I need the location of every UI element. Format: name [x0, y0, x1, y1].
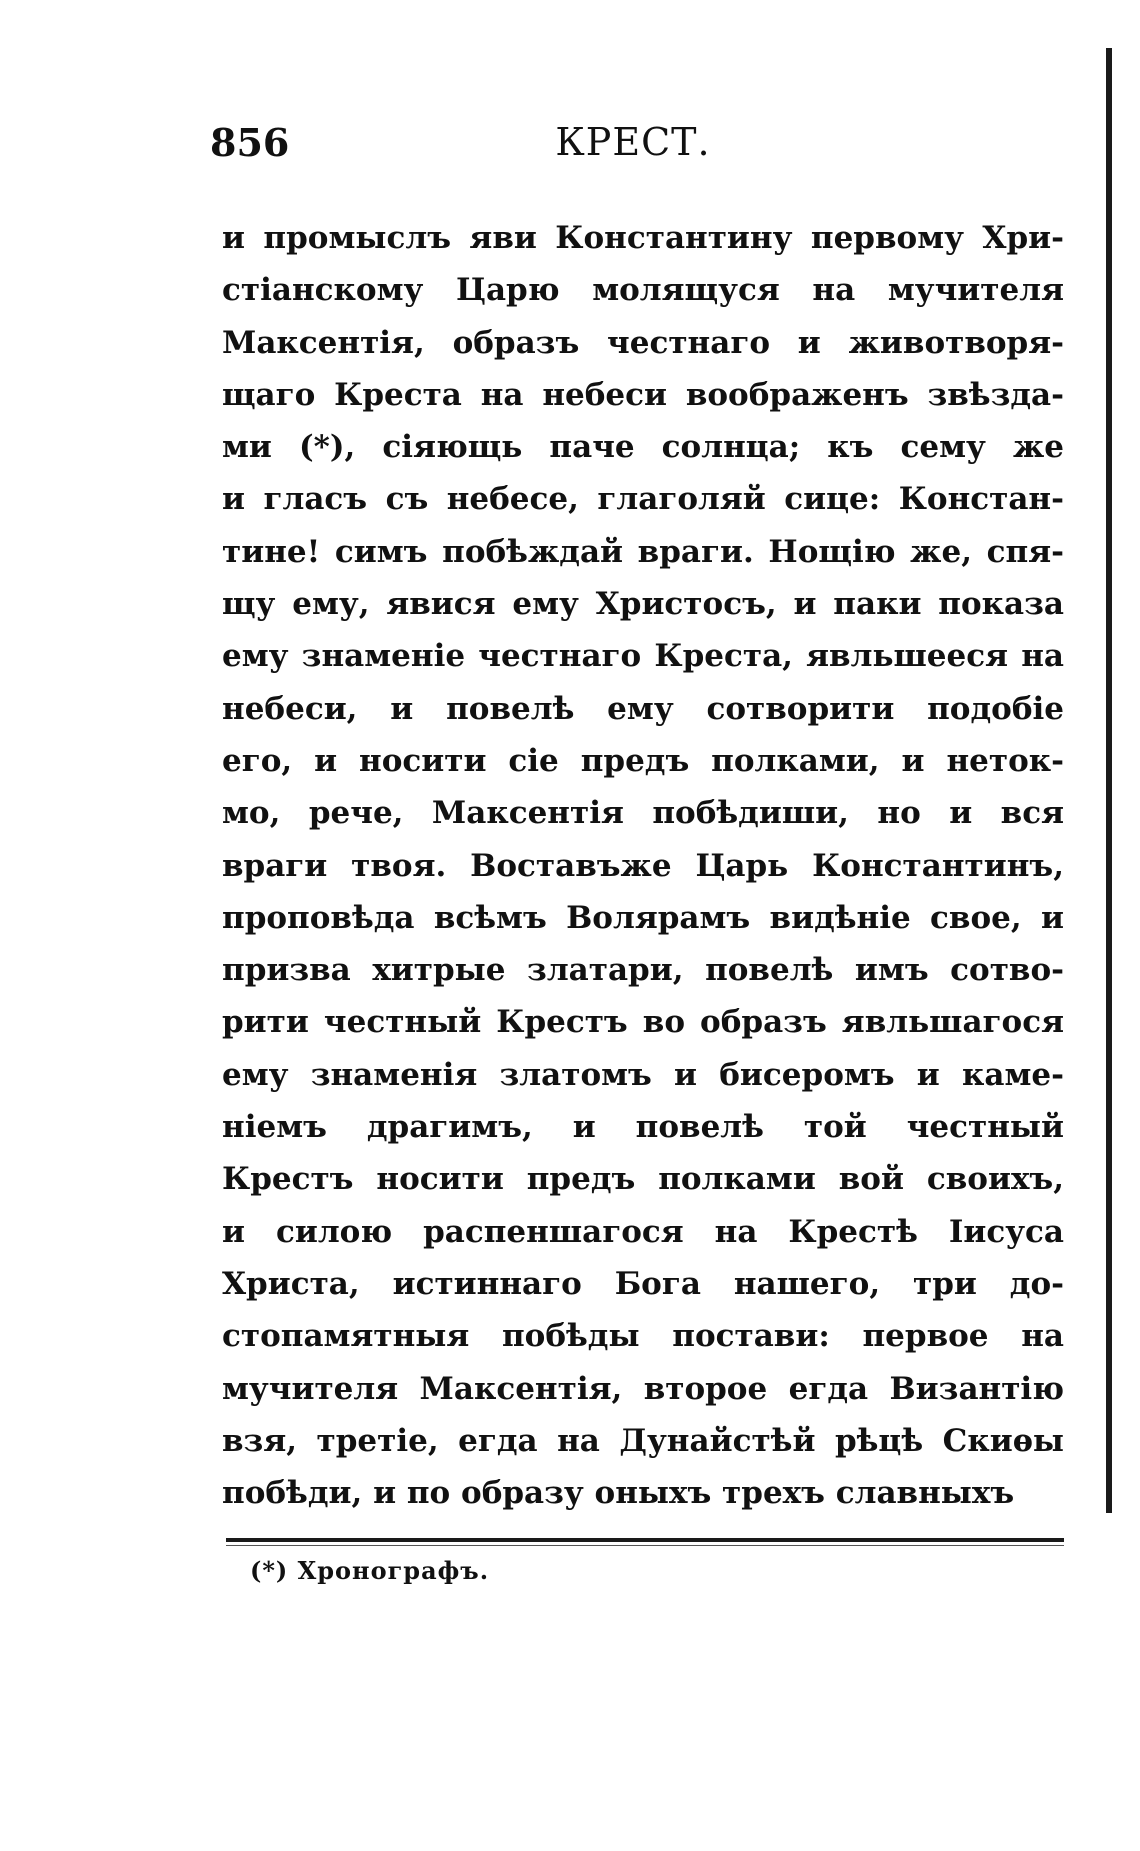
body-text [222, 212, 1064, 1519]
text-line: и силою распеншагося на Крестѣ Іисуса [222, 1213, 1064, 1250]
right-margin-rule [1106, 48, 1112, 1513]
text-line: Максентія, образъ честнаго и животворя- [222, 324, 1064, 361]
text-line: ми (*), сіяющь паче солнца; къ сему же [222, 429, 1064, 466]
text-line: ему знаменіе честнаго Креста, явльшееся на [222, 638, 1064, 675]
text-line: Христа, истиннаго Бога нашего, три до- [222, 1265, 1064, 1302]
text-line: стопамятныя побѣды постави: первое на [222, 1318, 1064, 1355]
text-line: мо, рече, Максентія побѣдиши, но и вся [222, 795, 1064, 832]
page-header [210, 120, 1056, 180]
text-line: проповѣда всѣмъ Волярамъ видѣніе свое, и [222, 899, 1064, 936]
text-line: ему знаменія златомъ и бисеромъ и каме- [222, 1056, 1064, 1093]
text-line: небеси, и повелѣ ему сотворити подобіе [222, 690, 1064, 727]
footnote-divider [226, 1538, 1064, 1542]
text-line: побѣди, и по образу оныхъ трехъ славныхъ [222, 1475, 1015, 1512]
page-number: 856 [210, 120, 290, 165]
text-line: и гласъ съ небесе, глаголяй сице: Констан- [222, 481, 1064, 518]
running-head: КРЕСТ. [555, 120, 711, 164]
text-line: взя, третіе, егда на Дунайстѣй рѣцѣ Скиѳы [222, 1422, 1064, 1459]
text-line: щу ему, явися ему Христосъ, и паки показа [222, 586, 1064, 623]
text-line: ніемъ драгимъ, и повелѣ той честный [222, 1109, 1064, 1146]
text-line: и промыслъ яви Константину первому Хри- [222, 220, 1064, 256]
text-line: щаго Креста на небеси воображенъ звѣзда- [222, 376, 1064, 413]
text-line: стіанскому Царю молящуся на мучителя [222, 272, 1064, 309]
text-line: враги твоя. Воставъже Царь Константинъ, [222, 847, 1064, 884]
footnote: (*) Хронографъ. [250, 1556, 490, 1585]
text-line: его, и носити сіе предъ полками, и неток- [222, 742, 1064, 779]
text-line: призва хитрые златари, повелѣ имъ сотво- [222, 952, 1064, 989]
text-line: рити честный Крестъ во образъ явльшагося [222, 1004, 1064, 1041]
text-line: тине! симъ побѣждай враги. Нощію же, спя- [222, 533, 1064, 570]
footnote-divider-thin [226, 1545, 1064, 1546]
text-line: Крестъ носити предъ полками вой своихъ, [222, 1161, 1064, 1198]
text-line: мучителя Максентія, второе егда Византію [222, 1370, 1064, 1407]
